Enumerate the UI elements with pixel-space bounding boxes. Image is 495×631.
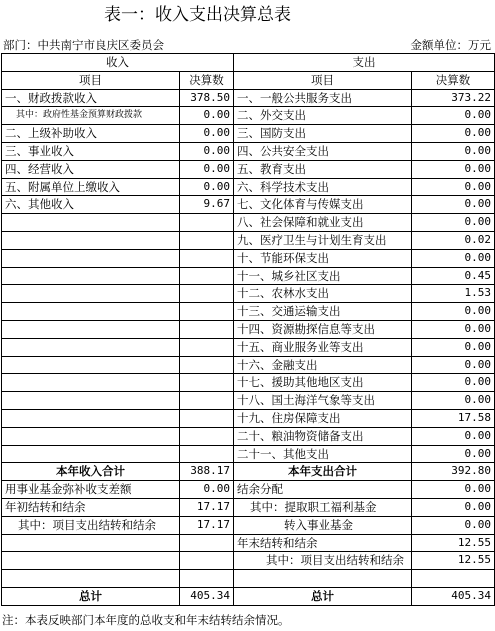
- expense-value: 17.58: [412, 409, 495, 427]
- expense-item: 一、一般公共服务支出: [234, 89, 412, 107]
- table-row: [2, 409, 495, 427]
- income-item: 二、上级补助收入: [2, 125, 180, 143]
- income-value: [180, 409, 234, 427]
- income-item-header: 项目: [2, 71, 180, 89]
- expense-value: 0.00: [412, 445, 495, 463]
- department-label: 部门：中共南宁市良庆区委员会: [3, 38, 164, 52]
- expense-item: 二十、粮油物资储备支出: [234, 427, 412, 445]
- income-value: 0.00: [180, 142, 234, 160]
- income-value: [180, 338, 234, 356]
- grand-expense-label: 总计: [234, 587, 412, 605]
- expense-item: 十六、金融支出: [234, 356, 412, 374]
- expense-value: 12.55: [412, 534, 495, 552]
- income-item: [2, 231, 180, 249]
- expense-item: 十五、商业服务业等支出: [234, 338, 412, 356]
- blank-cell: [2, 570, 180, 588]
- income-item: [2, 320, 180, 338]
- income-value: 0.00: [180, 178, 234, 196]
- income-item: [2, 445, 180, 463]
- income-item: 一、财政拨款收入: [2, 89, 180, 107]
- report-title: 表一：收入支出决算总表: [104, 5, 291, 25]
- income-item: [2, 338, 180, 356]
- expense-item: 其中：项目支出结转和结余: [234, 552, 412, 570]
- income-value: [180, 427, 234, 445]
- income-value: 17.17: [180, 516, 234, 534]
- table-row: [2, 498, 495, 516]
- expense-item: 五、教育支出: [234, 160, 412, 178]
- income-item: 五、附属单位上缴收入: [2, 178, 180, 196]
- income-value: [180, 552, 234, 570]
- expense-value: 0.00: [412, 356, 495, 374]
- expense-item: 六、科学技术支出: [234, 178, 412, 196]
- expense-item: 十九、住房保障支出: [234, 409, 412, 427]
- table-row: [2, 534, 495, 552]
- table-row: [2, 142, 495, 160]
- income-item: 四、经营收入: [2, 160, 180, 178]
- income-value: [180, 214, 234, 232]
- income-value: [180, 534, 234, 552]
- income-value: 17.17: [180, 498, 234, 516]
- grand-total-row: [2, 587, 495, 605]
- income-value: 0.00: [180, 125, 234, 143]
- income-item: [2, 374, 180, 392]
- expense-value: 0.00: [412, 303, 495, 321]
- blank-cell: [180, 570, 234, 588]
- expense-item: 三、国防支出: [234, 125, 412, 143]
- table-row: [2, 107, 495, 125]
- expense-value: 0.00: [412, 498, 495, 516]
- table-row: [2, 445, 495, 463]
- table-row: [2, 285, 495, 303]
- grand-expense: 405.34: [412, 587, 495, 605]
- table-row: [2, 89, 495, 107]
- income-item: [2, 409, 180, 427]
- unit-label: 金额单位：万元: [410, 38, 491, 52]
- income-total: 388.17: [180, 463, 234, 481]
- expense-item: 年末结转和结余: [234, 534, 412, 552]
- income-item: 其中：项目支出结转和结余: [2, 516, 180, 534]
- income-value: [180, 356, 234, 374]
- income-value: [180, 285, 234, 303]
- income-amount-header: 决算数: [180, 71, 234, 89]
- expense-item: 二、外交支出: [234, 107, 412, 125]
- income-value: 0.00: [180, 107, 234, 125]
- income-item: [2, 303, 180, 321]
- income-total-label: 本年收入合计: [2, 463, 180, 481]
- income-value: 0.00: [180, 481, 234, 499]
- expense-item: 转入事业基金: [234, 516, 412, 534]
- income-value: [180, 303, 234, 321]
- expense-item: 十三、交通运输支出: [234, 303, 412, 321]
- table-row: [2, 516, 495, 534]
- expense-value: 12.55: [412, 552, 495, 570]
- income-item: 年初结转和结余: [2, 498, 180, 516]
- expense-total: 392.80: [412, 463, 495, 481]
- income-value: [180, 445, 234, 463]
- expense-item: 二十一、其他支出: [234, 445, 412, 463]
- income-item: [2, 427, 180, 445]
- income-item: [2, 249, 180, 267]
- income-item: 六、其他收入: [2, 196, 180, 214]
- expense-item: 九、医疗卫生与计划生育支出: [234, 231, 412, 249]
- table-row: [2, 125, 495, 143]
- expense-value: 0.00: [412, 142, 495, 160]
- budget-table: [1, 53, 495, 606]
- income-value: [180, 231, 234, 249]
- expense-item: 十二、农林水支出: [234, 285, 412, 303]
- income-item: [2, 267, 180, 285]
- income-value: 9.67: [180, 196, 234, 214]
- expense-item: 十八、国土海洋气象等支出: [234, 392, 412, 410]
- table-row: [2, 481, 495, 499]
- income-value: 0.00: [180, 160, 234, 178]
- income-item: 其中：政府性基金预算财政拨款: [2, 107, 180, 125]
- expense-value: 0.00: [412, 125, 495, 143]
- expense-value: 0.00: [412, 516, 495, 534]
- expense-value: 0.00: [412, 374, 495, 392]
- expense-item-header: 项目: [234, 71, 412, 89]
- expense-value: 0.00: [412, 338, 495, 356]
- table-row: [2, 552, 495, 570]
- income-item: [2, 214, 180, 232]
- table-row: [2, 196, 495, 214]
- expense-value: 0.00: [412, 481, 495, 499]
- expense-value: 0.00: [412, 214, 495, 232]
- expense-item: 十七、援助其他地区支出: [234, 374, 412, 392]
- table-row: [2, 231, 495, 249]
- blank-cell: [412, 570, 495, 588]
- expense-item: 八、社会保障和就业支出: [234, 214, 412, 232]
- expense-item: 其中：提取职工福利基金: [234, 498, 412, 516]
- expense-item: 七、文化体育与传媒支出: [234, 196, 412, 214]
- footnote: 注：本表反映部门本年度的总收支和年末结转结余情况。: [2, 613, 290, 627]
- expense-value: 0.00: [412, 427, 495, 445]
- table-row: [2, 427, 495, 445]
- table-row: [2, 160, 495, 178]
- expense-value: 1.53: [412, 285, 495, 303]
- table-row: [2, 338, 495, 356]
- expense-value: 0.00: [412, 320, 495, 338]
- income-value: [180, 320, 234, 338]
- expense-item: 十、节能环保支出: [234, 249, 412, 267]
- expense-item: 十四、资源勘探信息等支出: [234, 320, 412, 338]
- table-row: [2, 178, 495, 196]
- expense-item: 四、公共安全支出: [234, 142, 412, 160]
- income-value: [180, 267, 234, 285]
- income-item: [2, 285, 180, 303]
- table-row: [2, 303, 495, 321]
- expense-value: 0.00: [412, 249, 495, 267]
- expense-item: 结余分配: [234, 481, 412, 499]
- expense-value: 0.00: [412, 392, 495, 410]
- expense-header: 支出: [234, 54, 495, 72]
- income-item: 三、事业收入: [2, 142, 180, 160]
- income-item: [2, 534, 180, 552]
- income-item: [2, 552, 180, 570]
- table-row: [2, 356, 495, 374]
- income-item: 用事业基金弥补收支差额: [2, 481, 180, 499]
- expense-value: 373.22: [412, 89, 495, 107]
- expense-item: 十一、城乡社区支出: [234, 267, 412, 285]
- grand-income: 405.34: [180, 587, 234, 605]
- income-value: [180, 374, 234, 392]
- expense-amount-header: 决算数: [412, 71, 495, 89]
- expense-value: 0.00: [412, 107, 495, 125]
- expense-value: 0.00: [412, 160, 495, 178]
- income-item: [2, 356, 180, 374]
- income-value: [180, 392, 234, 410]
- table-row: [2, 320, 495, 338]
- table-row: [2, 374, 495, 392]
- table-row: [2, 249, 495, 267]
- expense-value: 0.00: [412, 196, 495, 214]
- income-item: [2, 392, 180, 410]
- table-row: [2, 570, 495, 588]
- totals-row: [2, 463, 495, 481]
- expense-value: 0.00: [412, 178, 495, 196]
- grand-income-label: 总计: [2, 587, 180, 605]
- expense-total-label: 本年支出合计: [234, 463, 412, 481]
- expense-value: 0.45: [412, 267, 495, 285]
- table-row: [2, 267, 495, 285]
- blank-cell: [234, 570, 412, 588]
- table-row: [2, 214, 495, 232]
- expense-value: 0.02: [412, 231, 495, 249]
- income-value: 378.50: [180, 89, 234, 107]
- income-header: 收入: [2, 54, 234, 72]
- table-row: [2, 392, 495, 410]
- income-value: [180, 249, 234, 267]
